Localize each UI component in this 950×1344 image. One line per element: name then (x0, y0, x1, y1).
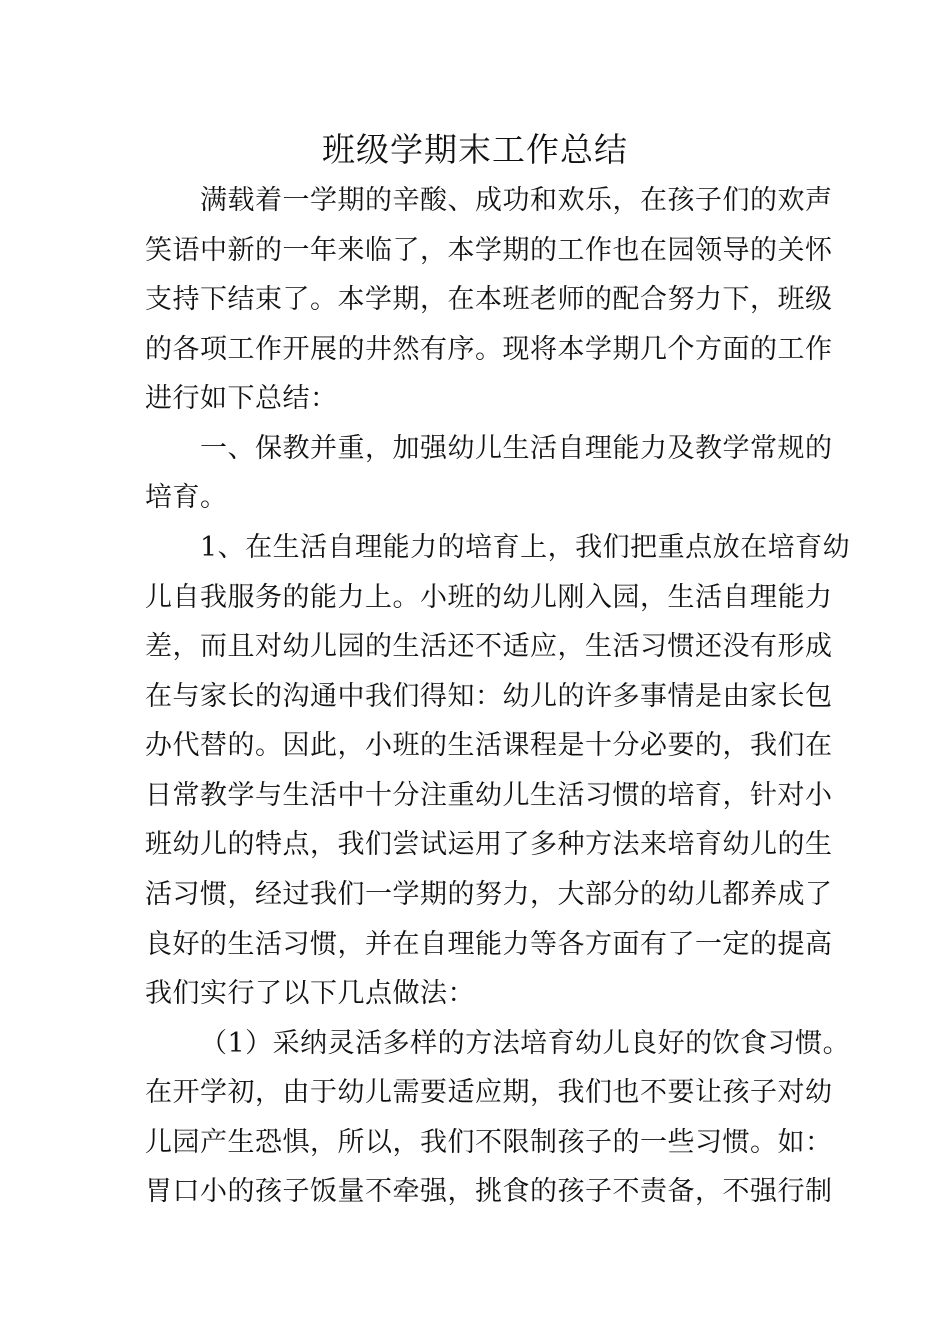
body-line-17: 我们实行了以下几点做法： (145, 978, 475, 1009)
body-line-8: 1、在生活自理能力的培育上，我们把重点放在培育幼 (200, 532, 851, 563)
body-line-10: 差，而且对幼儿园的生活还不适应，生活习惯还没有形成 (145, 631, 833, 662)
body-line-16: 良好的生活习惯，并在自理能力等各方面有了一定的提高 (145, 929, 833, 960)
body-line-13: 日常教学与生活中十分注重幼儿生活习惯的培育，针对小 (145, 780, 833, 811)
body-line-1: 满载着一学期的辛酸、成功和欢乐，在孩子们的欢声 (200, 185, 833, 216)
body-line-9: 儿自我服务的能力上。小班的幼儿刚入园，生活自理能力 (145, 582, 833, 613)
body-line-20: 儿园产生恐惧，所以，我们不限制孩子的一些习惯。如： (145, 1127, 833, 1158)
body-line-5: 进行如下总结： (145, 383, 338, 414)
section-heading-line-1: 一、保教并重，加强幼儿生活自理能力及教学常规的 (200, 433, 833, 464)
body-line-12: 办代替的。因此，小班的生活课程是十分必要的，我们在 (145, 730, 833, 761)
document-title: 班级学期末工作总结 (322, 130, 628, 169)
body-line-3: 支持下结束了。本学期，在本班老师的配合努力下，班级 (145, 284, 833, 315)
body-line-19: 在开学初，由于幼儿需要适应期，我们也不要让孩子对幼 (145, 1077, 833, 1108)
body-line-11: 在与家长的沟通中我们得知：幼儿的许多事情是由家长包 (145, 681, 833, 712)
body-line-4: 的各项工作开展的井然有序。现将本学期几个方面的工作 (145, 334, 833, 365)
body-line-15: 活习惯，经过我们一学期的努力，大部分的幼儿都养成了 (145, 879, 833, 910)
body-line-14: 班幼儿的特点，我们尝试运用了多种方法来培育幼儿的生 (145, 829, 833, 860)
section-heading-line-2: 培育。 (145, 482, 228, 513)
body-line-18: （1）采纳灵活多样的方法培育幼儿良好的饮食习惯。 (200, 1028, 851, 1059)
body-line-2: 笑语中新的一年来临了，本学期的工作也在园领导的关怀 (145, 235, 833, 266)
body-line-21: 胃口小的孩子饭量不牵强，挑食的孩子不责备，不强行制 (145, 1176, 833, 1207)
